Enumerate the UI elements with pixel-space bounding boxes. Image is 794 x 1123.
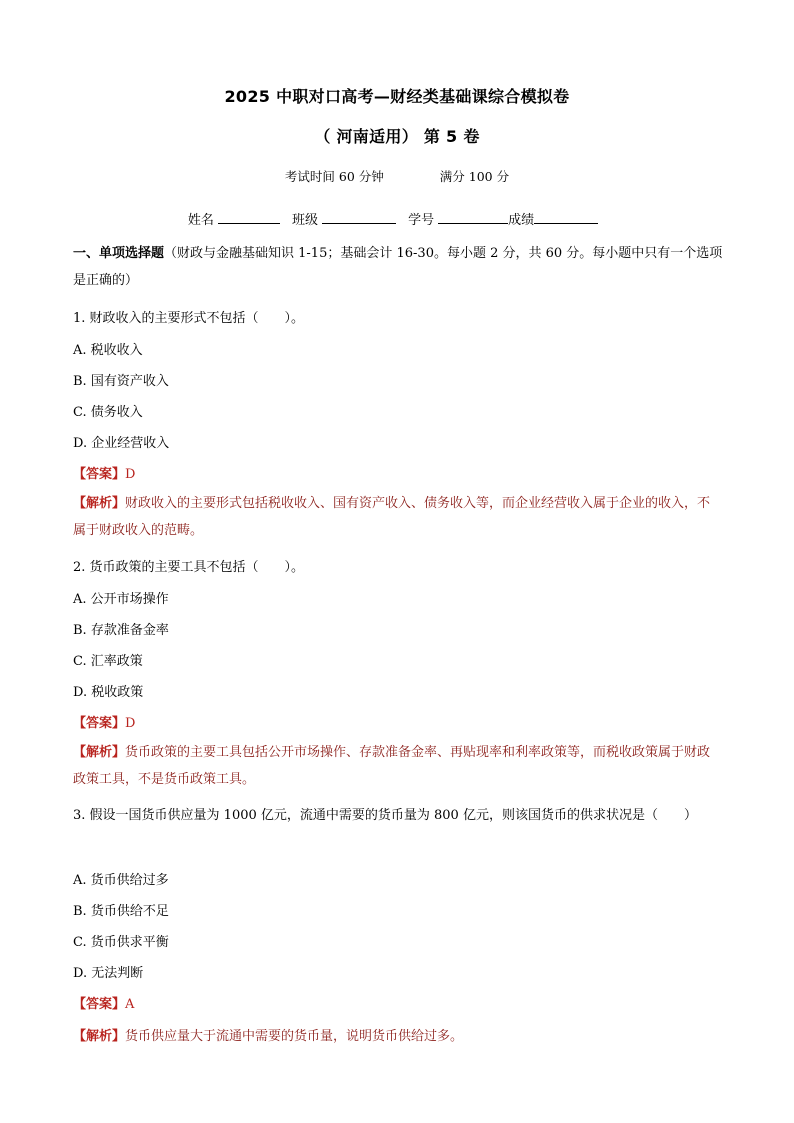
name-label: 姓名 <box>187 213 214 228</box>
question-2-explanation <box>73 739 723 793</box>
question-1-option-c: C. 债务收入 <box>73 405 143 420</box>
question-2-option-c: C. 汇率政策 <box>73 654 143 669</box>
class-label: 班级 <box>291 213 318 228</box>
explanation-text: 货币政策的主要工具包括公开市场操作、存款准备金率、再贴现率和利率政策等，而税收政策属于财政政策工具，不是货币政策工具。 <box>73 745 711 787</box>
explanation-tag: 【解析】 <box>73 1029 126 1044</box>
answer-value: D <box>125 467 136 482</box>
explanation-tag: 【解析】 <box>73 496 126 511</box>
explanation-tag: 【解析】 <box>73 745 126 760</box>
exam-meta <box>0 167 794 185</box>
question-1-option-d: D. 企业经营收入 <box>73 436 170 451</box>
section-header <box>73 240 723 294</box>
score-label: 成绩 <box>508 213 535 228</box>
answer-tag: 【答案】 <box>73 467 126 482</box>
answer-tag: 【答案】 <box>73 997 126 1012</box>
student-id-blank[interactable] <box>438 210 508 224</box>
answer-tag: 【答案】 <box>73 716 126 731</box>
question-3-option-c: C. 货币供求平衡 <box>73 935 169 950</box>
name-blank[interactable] <box>218 210 280 224</box>
student-id-label: 学号 <box>408 213 435 228</box>
section-heading: 一、单项选择题 <box>73 246 165 261</box>
full-score: 满分 100 分 <box>439 169 510 184</box>
question-2-option-a: A. 公开市场操作 <box>73 592 169 607</box>
question-1-explanation <box>73 490 723 544</box>
question-1-answer <box>73 463 723 482</box>
question-2-option-b: B. 存款准备金率 <box>73 623 169 638</box>
answer-value: A <box>125 997 135 1012</box>
question-3-option-a: A. 货币供给过多 <box>73 873 169 888</box>
question-2-answer <box>73 712 723 731</box>
question-2-option-d: D. 税收政策 <box>73 685 144 700</box>
question-1-option-a: A. 税收收入 <box>73 343 143 358</box>
question-3-option-b: B. 货币供给不足 <box>73 904 169 919</box>
answer-value: D <box>125 716 136 731</box>
exam-subtitle: （ 河南适用） 第 5 卷 <box>314 127 480 146</box>
explanation-text: 财政收入的主要形式包括税收收入、国有资产收入、债务收入等，而企业经营收入属于企业的收入，不属于财政收入的范畴。 <box>73 496 711 538</box>
exam-title: 2025 中职对口高考—财经类基础课综合模拟卷 <box>224 87 570 106</box>
question-1-stem: 1. 财政收入的主要形式不包括（ ）。 <box>73 311 305 326</box>
exam-time: 考试时间 60 分钟 <box>284 169 384 184</box>
class-blank[interactable] <box>322 210 396 224</box>
question-3-explanation <box>73 1025 723 1044</box>
score-blank[interactable] <box>534 210 598 224</box>
question-1-option-b: B. 国有资产收入 <box>73 374 169 389</box>
explanation-text: 货币供应量大于流通中需要的货币量，说明货币供给过多。 <box>125 1029 464 1044</box>
question-3-stem: 3. 假设一国货币供应量为 1000 亿元，流通中需要的货币量为 800 亿元，则该国货币的供求状况是（ ） <box>73 808 697 823</box>
question-3-option-d: D. 无法判断 <box>73 966 144 981</box>
question-2-stem: 2. 货币政策的主要工具不包括（ ）。 <box>73 560 305 575</box>
student-info-line <box>0 209 794 228</box>
section-desc: （财政与金融基础知识 1-15；基础会计 16-30。每小题 2 分，共 60 分。每小题中只有一个选项是正确的） <box>73 246 723 288</box>
question-3-answer <box>73 993 723 1012</box>
